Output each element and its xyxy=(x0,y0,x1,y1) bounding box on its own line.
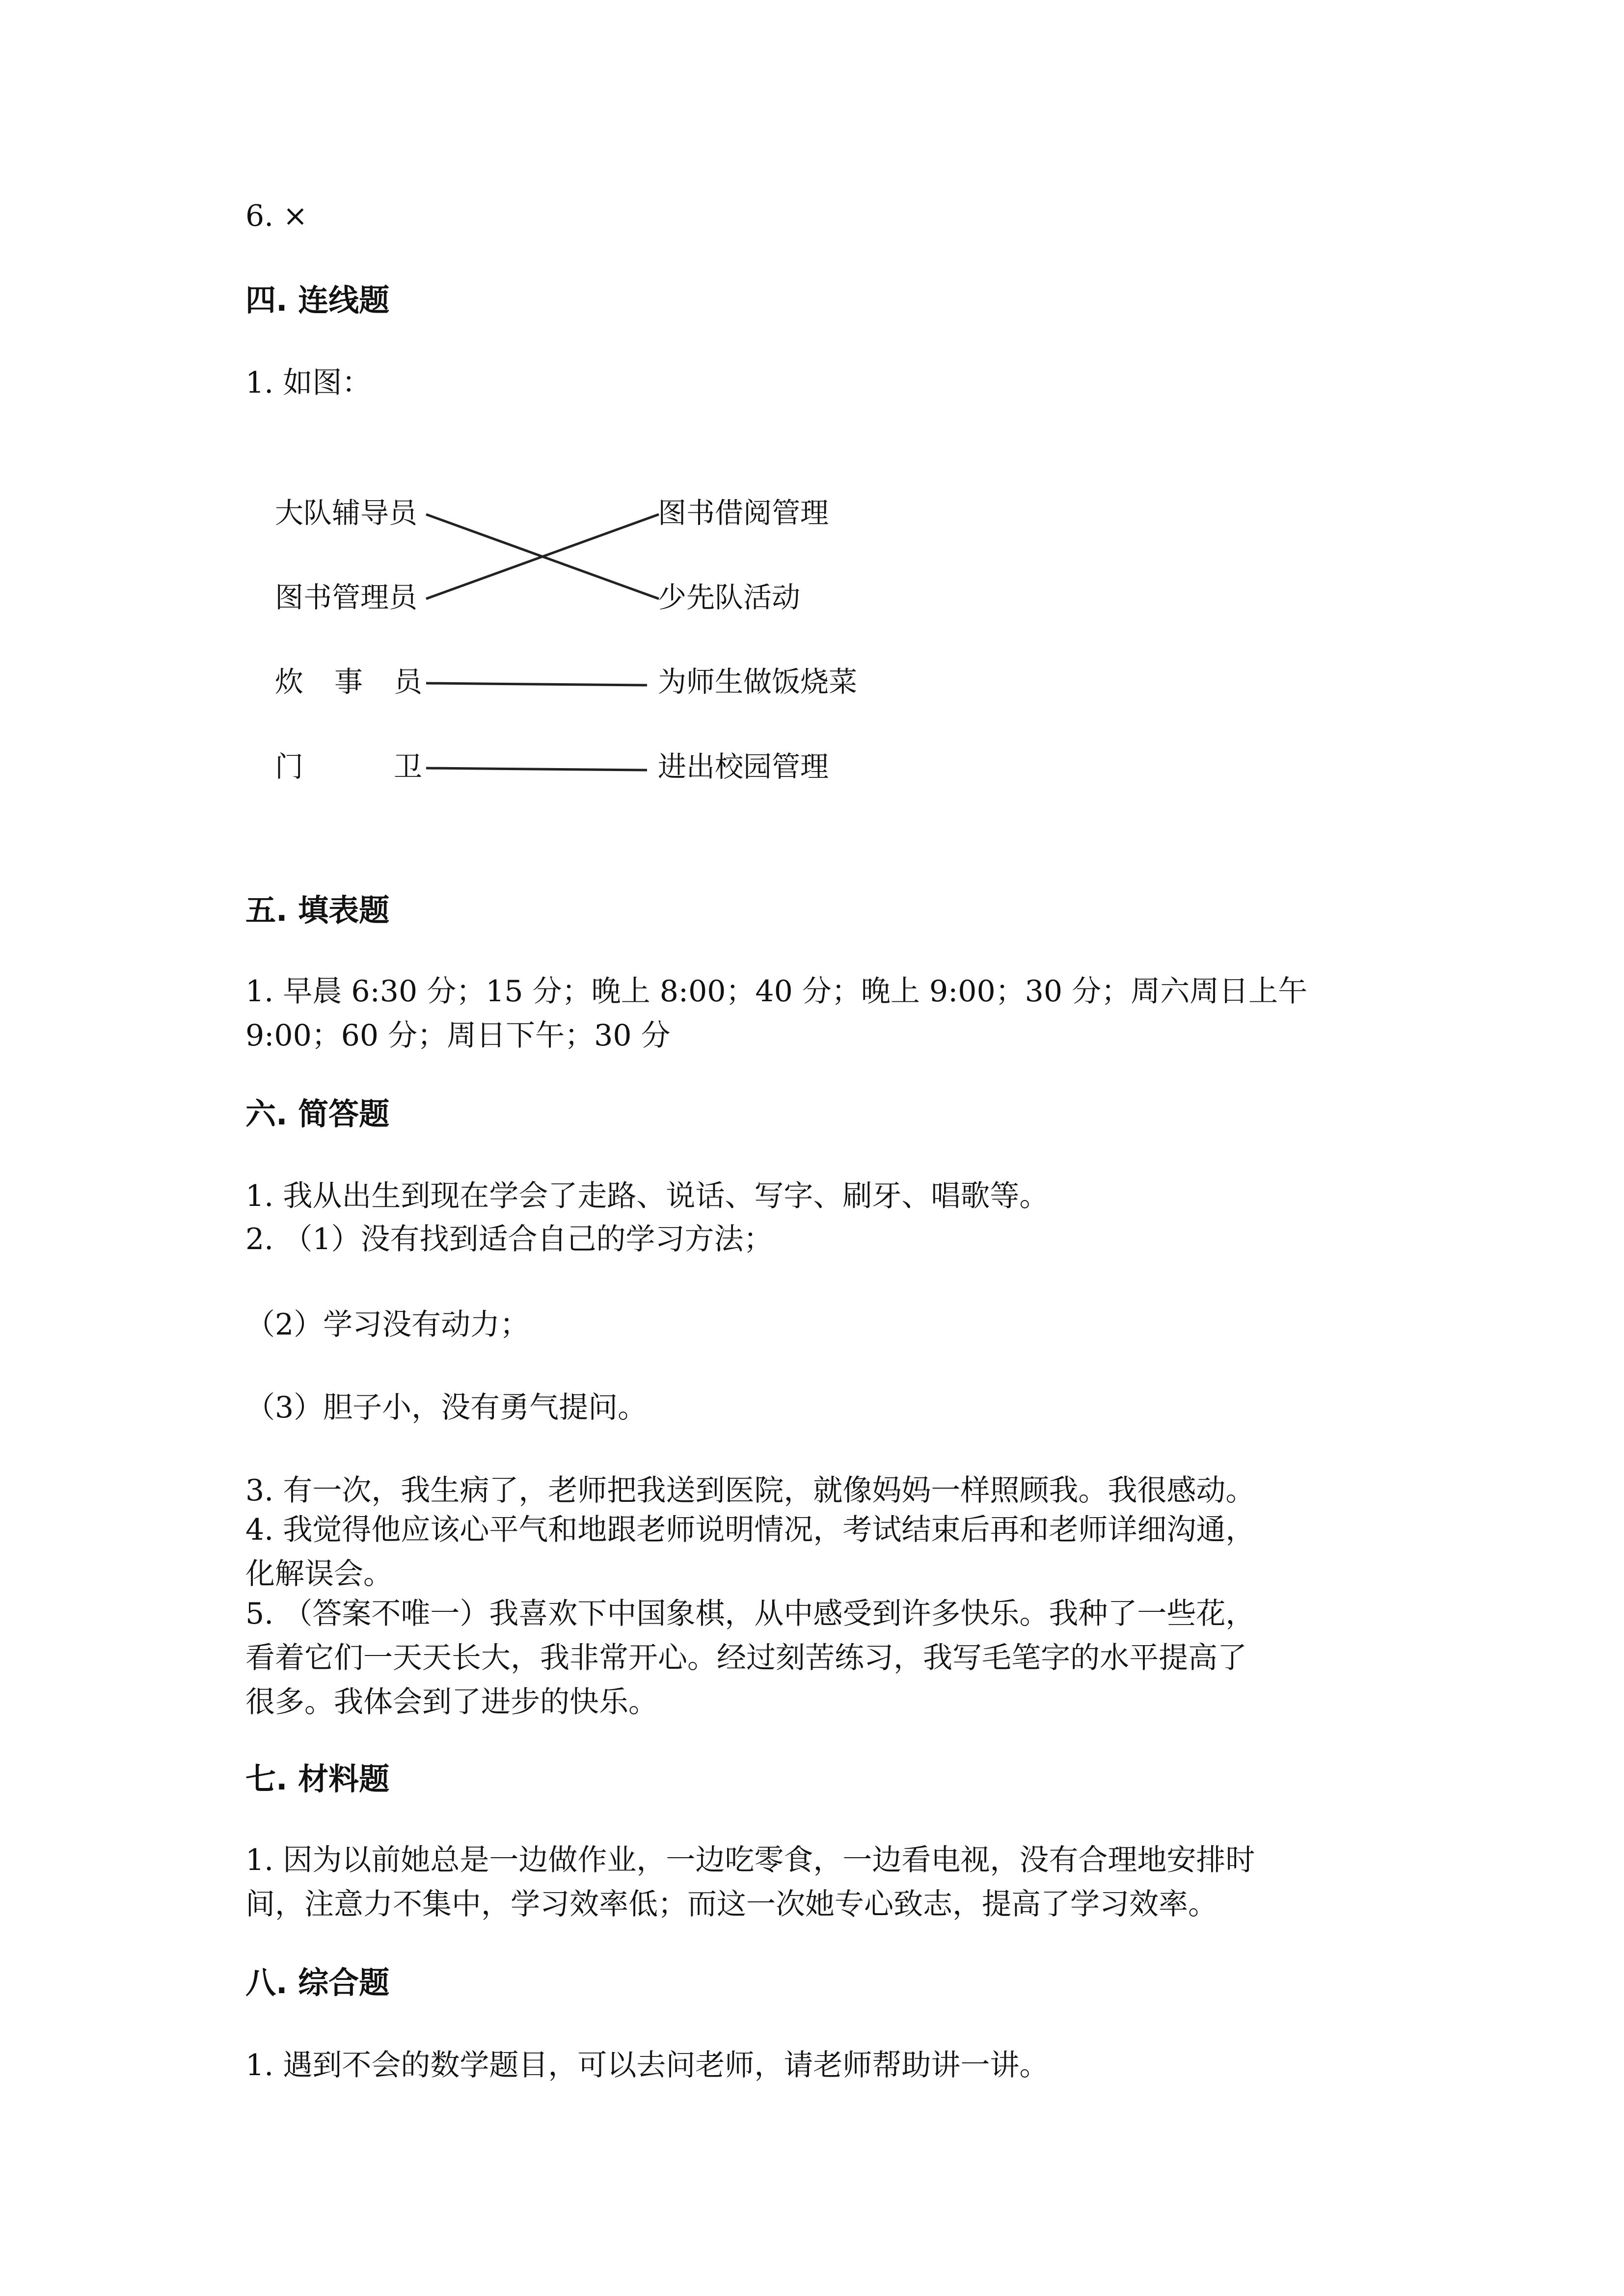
answer-line: 9:00；60 分；周日下午；30 分 xyxy=(245,1018,671,1053)
matching-answer-intro: 1. 如图： xyxy=(245,366,372,400)
short-answer-1: 1. 我从出生到现在学会了走路、说话、写字、刷牙、唱歌等。 xyxy=(245,1179,1049,1213)
answer-line: 间，注意力不集中，学习效率低；而这一次她专心致志，提高了学习效率。 xyxy=(245,1887,1218,1922)
line-guard-to-gate xyxy=(426,768,647,770)
answer-line: 化解误会。 xyxy=(245,1557,393,1591)
short-answer-5 xyxy=(245,1592,1389,1724)
left-item-gatekeeper-char: 卫 xyxy=(393,750,422,783)
short-answer-3: 3. 有一次，我生病了，老师把我送到医院，就像妈妈一样照顾我。我很感动。 xyxy=(245,1473,1255,1508)
matching-diagram xyxy=(270,481,918,815)
short-answer-2-point-3: （3）胆子小，没有勇气提问。 xyxy=(245,1390,648,1425)
short-answer-4 xyxy=(245,1508,1389,1596)
right-item-cooking-meals: 为师生做饭烧菜 xyxy=(658,665,858,698)
section-heading-material: 七. 材料题 xyxy=(245,1761,390,1797)
line-cook-to-meals xyxy=(426,683,647,685)
right-item-campus-access: 进出校园管理 xyxy=(658,750,829,783)
answer-line: 看着它们一天天长大，我非常开心。经过刻苦练习，我写毛笔字的水平提高了 xyxy=(245,1641,1247,1675)
left-item-gatekeeper-char: 门 xyxy=(275,750,304,783)
answer-line: 1. 因为以前她总是一边做作业，一边吃零食，一边看电视，没有合理地安排时 xyxy=(245,1843,1255,1877)
section-heading-fill-table: 五. 填表题 xyxy=(245,892,390,928)
answer-line: 4. 我觉得他应该心平气和地跟老师说明情况，考试结束后再和老师详细沟通， xyxy=(245,1513,1255,1547)
section-heading-short-answer: 六. 简答题 xyxy=(245,1096,390,1132)
material-answer xyxy=(245,1838,1389,1926)
left-item-brigade-counselor: 大队辅导员 xyxy=(275,496,418,530)
left-item-cook-char: 事 xyxy=(334,665,363,698)
comprehensive-answer-1: 1. 遇到不会的数学题目，可以去问老师，请老师帮助讲一讲。 xyxy=(245,2048,1049,2082)
answer-line: 很多。我体会到了进步的快乐。 xyxy=(245,1685,658,1719)
fill-table-answer xyxy=(245,969,1389,1058)
left-item-librarian: 图书管理员 xyxy=(275,581,418,614)
answer-6-judgement: 6. × xyxy=(245,199,308,233)
right-item-library-lending: 图书借阅管理 xyxy=(658,496,829,530)
short-answer-2-point-2: （2）学习没有动力； xyxy=(245,1308,530,1342)
answer-line: 1. 早晨 6:30 分；15 分；晚上 8:00；40 分；晚上 9:00；30 分；周六周日上午 xyxy=(245,974,1308,1009)
section-heading-comprehensive: 八. 综合题 xyxy=(245,1965,390,2001)
left-item-cook-char: 炊 xyxy=(275,665,304,698)
right-item-pioneer-activities: 少先队活动 xyxy=(658,581,801,614)
left-item-gatekeeper xyxy=(275,749,422,784)
short-answer-2: 2. （1）没有找到适合自己的学习方法； xyxy=(245,1222,773,1256)
section-heading-matching: 四. 连线题 xyxy=(245,282,390,318)
left-item-cook-char: 员 xyxy=(393,665,422,698)
left-item-cook xyxy=(275,665,422,699)
answer-line: 5. （答案不唯一）我喜欢下中国象棋，从中感受到许多快乐。我种了一些花， xyxy=(245,1597,1255,1631)
